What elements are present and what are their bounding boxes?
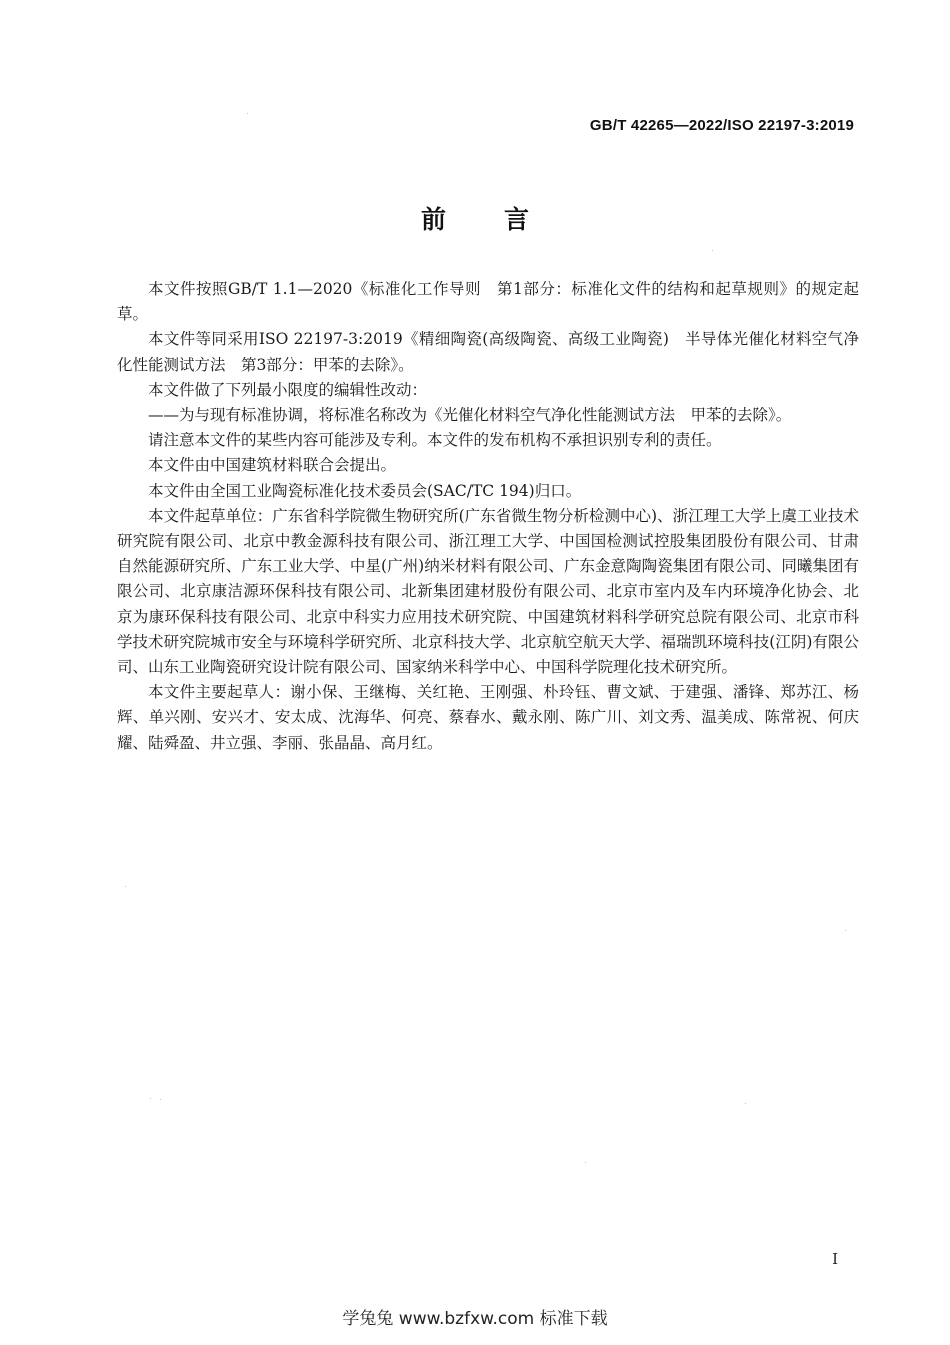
scan-speck [125,886,126,887]
foreword-body [117,277,859,756]
scan-speck [247,113,248,114]
paragraph-editorial-changes: 本文件做了下列最小限度的编辑性改动： [148,380,428,399]
watermark-footer: 学兔兔 www.bzfxw.com 标准下载 [342,1309,608,1329]
page-title: 前言 [420,205,587,234]
paragraph-proposer: 本文件由中国建筑材料联合会提出。 [148,456,397,475]
paragraph-drafting-units: 本文件起草单位：广东省科学院微生物研究所(广东省微生物分析检测中心)、浙江理工大学上虞工业技术研究院有限公司、北京中教金源科技有限公司、浙江理工大学、中国国检测试控股集团股份有限公司、甘肃自然能源研究所、广东工业大学、中星(广州)纳米材料有限公司、广东金意陶陶瓷集团有限公司、同曦集团有限公司、北京康洁源环保科技有限公司、北新集团建材股份有限公司、北京市室内及车内环境净化协会、北京为康环保科技有限公司、北京中科实力应用技术研究院、中国建筑材料科学研究总院有限公司、北京市科学技术研究院城市安全与环境科学研究所、北京科技大学、北京航空航天大学、福瑞凯环境科技(江阴)有限公司、山东工业陶瓷研究设计院有限公司、国家纳米科学中心、中国科学院理化技术研究所。 [117,506,859,677]
paragraph-drafting-rules: 本文件按照GB/T 1.1—2020《标准化工作导则 第1部分：标准化文件的结构和起草规则》的规定起草。 [117,280,859,324]
scan-speck [745,1103,746,1104]
scan-speck [585,1162,586,1163]
paragraph-patent-notice: 请注意本文件的某些内容可能涉及专利。本文件的发布机构不承担识别专利的责任。 [148,431,722,450]
scan-speck [160,1099,161,1100]
standard-code: GB/T 42265—2022/ISO 22197-3:2019 [589,117,854,134]
scan-speck [712,250,713,251]
paragraph-committee: 本文件由全国工业陶瓷标准化技术委员会(SAC/TC 194)归口。 [148,481,582,500]
scan-speck [845,930,846,931]
scan-speck [150,1098,151,1099]
page-number: I [832,1250,838,1268]
paragraph-iso-adoption: 本文件等同采用ISO 22197-3:2019《精细陶瓷(高级陶瓷、高级工业陶瓷) 半导体光催化材料空气净化性能测试方法 第3部分：甲苯的去除》。 [117,330,859,374]
paragraph-drafters: 本文件主要起草人：谢小保、王继梅、关红艳、王刚强、朴玲钰、曹文斌、于建强、潘锋、郑苏江、杨辉、单兴刚、安兴才、安太成、沈海华、何亮、蔡春水、戴永刚、陈广川、刘文秀、温美成、陈常祝、何庆耀、陆舜盈、井立强、李丽、张晶晶、高月红。 [117,683,859,752]
paragraph-title-change: ——为与现有标准协调，将标准名称改为《光催化材料空气净化性能测试方法 甲苯的去除》。 [148,406,792,425]
